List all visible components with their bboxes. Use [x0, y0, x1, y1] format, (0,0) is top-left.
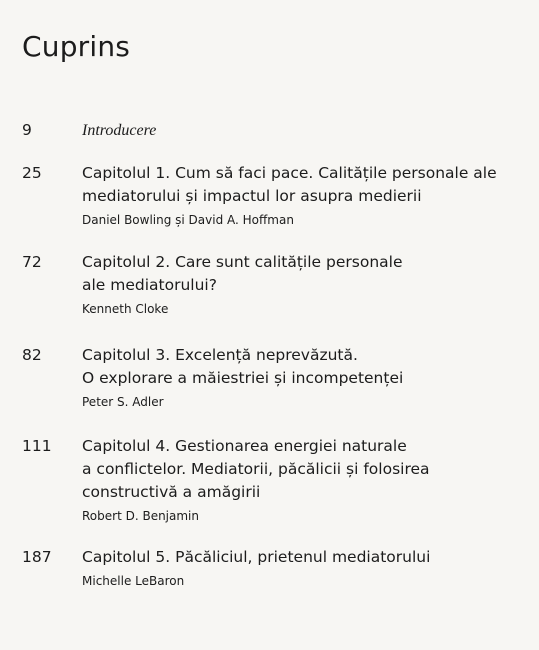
page-number: 82	[22, 346, 42, 364]
entry-title	[82, 251, 532, 297]
entry-title	[82, 546, 532, 569]
entry-title-line: Capitolul 2. Care sunt calitățile personale	[82, 253, 403, 271]
entry-title-line: Capitolul 5. Păcăliciul, prietenul mediatorului	[82, 548, 431, 566]
page-number: 25	[22, 164, 42, 182]
page-number: 72	[22, 253, 42, 271]
entry-title	[82, 435, 532, 504]
entry-title	[82, 162, 532, 208]
entry-author: Daniel Bowling și David A. Hoffman	[82, 213, 294, 227]
entry-title	[82, 119, 532, 142]
entry-author: Peter S. Adler	[82, 395, 164, 409]
entry-body	[82, 251, 532, 317]
entry-title	[82, 344, 532, 390]
entry-title-line: Capitolul 4. Gestionarea energiei naturale	[82, 437, 407, 455]
entry-title-line: Introducere	[82, 122, 157, 139]
entry-body	[82, 546, 532, 589]
page-title: Cuprins	[22, 30, 131, 63]
entry-body	[82, 119, 532, 142]
page-number: 111	[22, 437, 52, 455]
page-number: 187	[22, 548, 52, 566]
page-number: 9	[22, 121, 32, 139]
entry-author: Kenneth Cloke	[82, 302, 169, 316]
entry-title-line: O explorare a măiestriei și incompetenței	[82, 369, 404, 387]
entry-author: Michelle LeBaron	[82, 574, 185, 588]
entry-title-line: constructivă a amăgirii	[82, 483, 261, 501]
entry-body	[82, 162, 532, 228]
entry-body	[82, 344, 532, 410]
entry-title-line: ale mediatorului?	[82, 276, 217, 294]
entry-title-line: Capitolul 3. Excelență neprevăzută.	[82, 346, 358, 364]
entry-body	[82, 435, 532, 524]
entry-title-line: mediatorului și impactul lor asupra medierii	[82, 187, 422, 205]
entry-author: Robert D. Benjamin	[82, 509, 199, 523]
entry-title-line: Capitolul 1. Cum să faci pace. Calitățile personale ale	[82, 164, 497, 182]
entry-title-line: a conflictelor. Mediatorii, păcălicii și folosirea	[82, 460, 430, 478]
